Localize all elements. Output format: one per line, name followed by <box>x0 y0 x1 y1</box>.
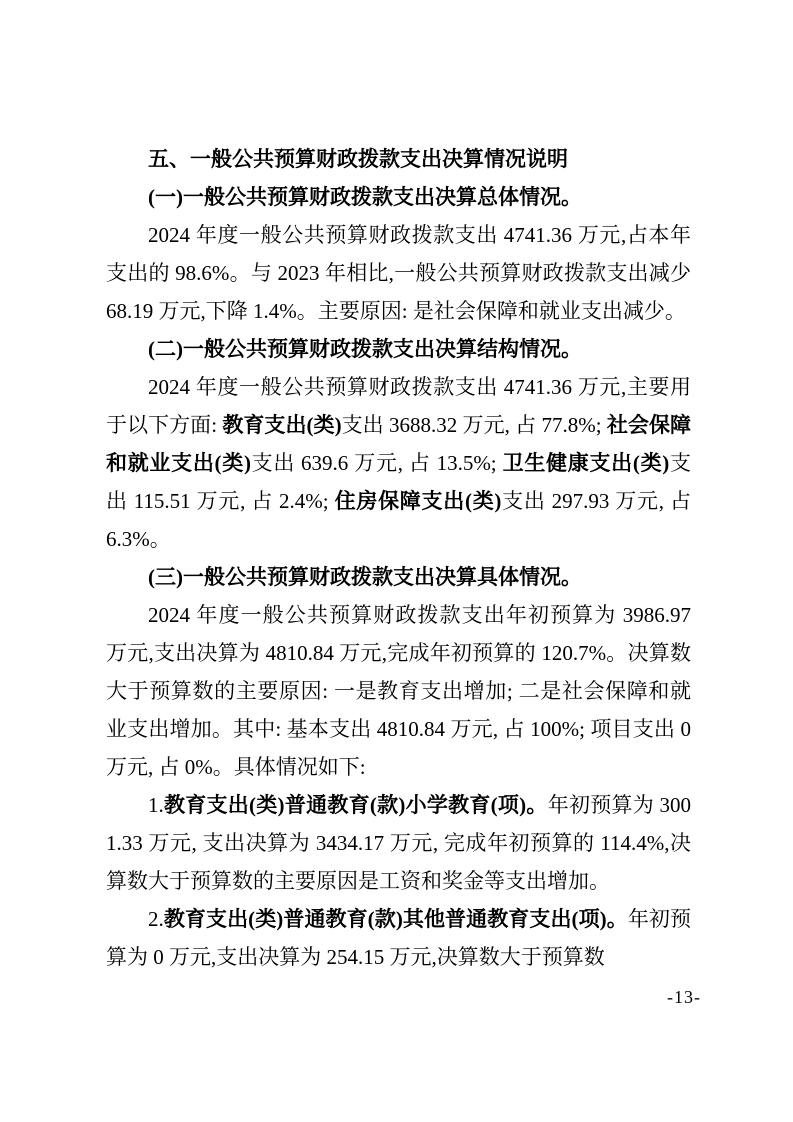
text-run: 教育支出(类)普通教育(款)小学教育(项)。 <box>163 793 548 817</box>
text-run: 2. <box>148 907 164 931</box>
text-run: 住房保障支出(类) <box>334 489 502 513</box>
text-run: 2024 年度一般公共预算财政拨款支出 4741.36 万元,占本年支出的 98.6%。与 2023 年相比,一般公共预算财政拨款支出减少 68.19 万元,下降 1.4%。主要原因: 是社会保障和就业支出减少。 <box>106 223 691 323</box>
section3-item2-paragraph <box>106 900 691 976</box>
page-number: -13- <box>667 987 701 1007</box>
section3-intro-paragraph <box>106 596 691 786</box>
main-heading: 五、一般公共预算财政拨款支出决算情况说明 <box>148 147 568 171</box>
text-run: 2024 年度一般公共预算财政拨款支出 4741.36 万元,主要用于以下方面: <box>106 375 691 437</box>
document-body <box>106 140 691 976</box>
text-run: 2024 年度一般公共预算财政拨款支出年初预算为 3986.97 万元,支出决算为 4810.84 万元,完成年初预算的 120.7%。决算数大于预算数的主要原因: 一是教育支出增加; 二是社会保障和就业支出增加。其中: 基本支出 4810.84 万元, 占 100%; 项目支出 0 万元, 占 0%。具体情况如下: <box>106 603 691 779</box>
text-run: 1. <box>148 793 164 817</box>
section2-heading: (二)一般公共预算财政拨款支出决算结构情况。 <box>148 337 582 361</box>
text-run: 教育支出(类) <box>222 413 342 437</box>
text-run: 支出 639.6 万元, 占 13.5%; <box>250 451 503 475</box>
text-run: 年初预算为 0 万元,支出决算为 254.15 万元,决算数大于预算数 <box>106 907 692 969</box>
section1-heading: (一)一般公共预算财政拨款支出决算总体情况。 <box>148 185 582 209</box>
section2-paragraph <box>106 368 691 558</box>
section3-item1-paragraph <box>106 786 691 900</box>
text-run: 教育支出(类)普通教育(款)其他普通教育支出(项)。 <box>163 907 628 931</box>
text-run: 支出 3688.32 万元, 占 77.8%; <box>341 413 607 437</box>
section1-paragraph <box>106 216 691 330</box>
text-run: 支出 297.93 万元, 占 6.3%。 <box>106 489 691 551</box>
section3-heading: (三)一般公共预算财政拨款支出决算具体情况。 <box>148 565 582 589</box>
text-run: 卫生健康支出(类) <box>502 451 670 475</box>
text-run: 支出 115.51 万元, 占 2.4%; <box>106 451 691 513</box>
text-run: 年初预算为 3001.33 万元, 支出决算为 3434.17 万元, 完成年初预算的 114.4%,决算数大于预算数的主要原因是工资和奖金等支出增加。 <box>106 793 691 893</box>
text-run: 社会保障和就业支出(类) <box>106 413 692 475</box>
